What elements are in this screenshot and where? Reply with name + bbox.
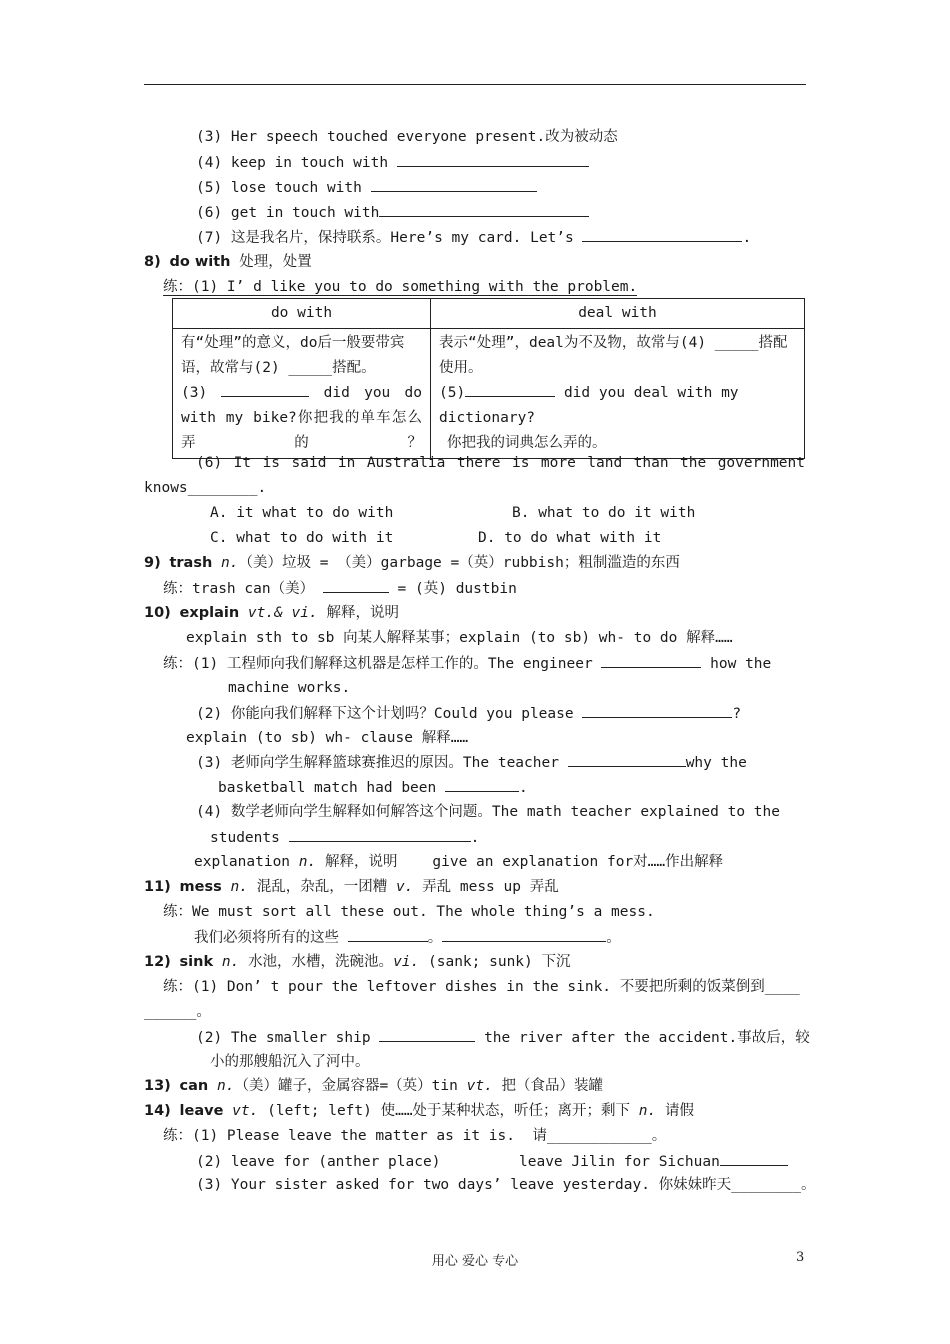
explain-ex-3: (3) 老师向学生解释篮球赛推迟的原因。The teacher why the xyxy=(196,752,747,773)
answer-blank[interactable] xyxy=(289,827,471,842)
answer-blank[interactable] xyxy=(601,653,701,668)
section-8-example: 练：(1) I’ d like you to do something with the problem. xyxy=(163,279,638,295)
leave-ex-1: 练：(1) Please leave the matter as it is. 请____________。 xyxy=(163,1128,667,1144)
page-number: 3 xyxy=(796,1250,805,1265)
item-3-passive: (3) Her speech touched everyone present.改为被动态 xyxy=(196,129,618,145)
section-9-example: 练：trash can（美） = (英) dustbin xyxy=(163,578,517,599)
do-with-example: (3) did you do with my bike?你把我的单车怎么弄的？ xyxy=(181,381,422,456)
option-a: A. it what to do with xyxy=(210,505,394,521)
section-10-heading: 10) explain vt.& vi. 解释，说明 xyxy=(144,605,399,621)
table-cell-do-with xyxy=(173,329,431,459)
do-with-note: 有“处理”的意义，do后一般要带宾语，故常与(2) _____搭配。 xyxy=(181,335,405,376)
answer-blank[interactable] xyxy=(568,752,686,767)
explain-usage-1: explain sth to sb 向某人解释某事；explain (to sb) wh- to do 解释…… xyxy=(186,630,733,646)
option-c: C. what to do with it xyxy=(210,530,394,546)
section-8-heading: 8) do with 处理，处置 xyxy=(144,254,312,270)
explain-ex-3-cont: basketball match had been . xyxy=(218,777,528,798)
answer-blank[interactable] xyxy=(379,1027,475,1042)
answer-blank[interactable] xyxy=(348,927,428,942)
option-b: B. what to do it with xyxy=(512,505,696,521)
answer-blank[interactable] xyxy=(582,703,732,718)
answer-blank[interactable] xyxy=(445,777,519,792)
deal-with-translation: 你把我的词典怎么弄的。 xyxy=(447,435,607,451)
item-4-keep-in-touch: (4) keep in touch with xyxy=(196,152,589,173)
leave-ex-3: (3) Your sister asked for two days’ leave yesterday. 你妹妹昨天________。 xyxy=(196,1177,816,1193)
answer-blank[interactable] xyxy=(379,202,589,217)
header-rule xyxy=(144,84,806,85)
explain-ex-1: 练：(1) 工程师向我们解释这机器是怎样工作的。The engineer how the xyxy=(163,653,771,674)
item-6-get-in-touch: (6) get in touch with xyxy=(196,202,589,223)
deal-with-example: (5) did you deal with my dictionary? xyxy=(439,381,796,431)
option-d: D. to do what with it xyxy=(478,530,662,546)
page-footer: 用心 爱心 专心 xyxy=(431,1254,519,1269)
table-header-deal-with: deal with xyxy=(431,299,805,329)
answer-blank[interactable] xyxy=(221,382,309,397)
leave-ex-2: (2) leave for (anther place) leave Jilin for Sichuan xyxy=(196,1151,788,1172)
item-7-card: (7) 这是我名片，保持联系。Here’s my card. Let’s . xyxy=(196,227,751,248)
table-cell-deal-with xyxy=(431,329,805,459)
answer-blank[interactable] xyxy=(582,227,742,242)
item-5-lose-touch: (5) lose touch with xyxy=(196,177,537,198)
explanation-noun: explanation n. 解释，说明 give an explanation for对……作出解释 xyxy=(194,854,724,870)
section-12-heading: 12) sink n. 水池，水槽，洗碗池。vi. (sank; sunk) 下沉 xyxy=(144,954,571,970)
explain-ex-1-cont: machine works. xyxy=(228,680,351,696)
explain-ex-4: (4) 数学老师向学生解释如何解答这个问题。The math teacher explained to the xyxy=(196,804,780,820)
sink-ex-2-cont: 小的那艘船沉入了河中。 xyxy=(210,1054,370,1070)
deal-with-note: 表示“处理”，deal为不及物，故常与(4) _____搭配使用。 xyxy=(439,335,788,376)
answer-blank[interactable] xyxy=(720,1151,788,1166)
answer-blank[interactable] xyxy=(371,177,537,192)
explain-ex-4-cont: students . xyxy=(210,827,479,848)
section-14-heading: 14) leave vt. (left; left) 使……处于某种状态，听任；离开；剩下 n. 请假 xyxy=(144,1103,694,1119)
answer-blank[interactable] xyxy=(397,152,589,167)
table-header-do-with: do with xyxy=(173,299,431,329)
section-9-heading: 9) trash n.（美）垃圾 = （美）garbage =（英）rubbish；粗制滥造的东西 xyxy=(144,555,680,571)
answer-blank[interactable] xyxy=(323,578,389,593)
item-6-question: (6) It is said in Australia there is more land than the government xyxy=(196,455,805,471)
answer-blank[interactable] xyxy=(442,927,606,942)
sink-ex-2: (2) The smaller ship the river after the accident.事故后，较 xyxy=(196,1027,810,1048)
section-13-heading: 13) can n.（美）罐子，金属容器=（英）tin vt. 把（食品）装罐 xyxy=(144,1078,604,1094)
section-11-heading: 11) mess n. 混乱，杂乱，一团糟 v. 弄乱 mess up 弄乱 xyxy=(144,879,559,895)
sink-ex-1-cont: ______。 xyxy=(144,1004,211,1020)
answer-blank[interactable] xyxy=(465,382,555,397)
section-11-translation: 我们必须将所有的这些 。 。 xyxy=(194,927,621,948)
explain-ex-2: (2) 你能向我们解释下这个计划吗？Could you please ? xyxy=(196,703,741,724)
item-6-question-cont: knows________. xyxy=(144,480,267,496)
sink-ex-1: 练：(1) Don’ t pour the leftover dishes in the sink. 不要把所剩的饭菜倒到____ xyxy=(163,979,800,995)
section-11-example: 练：We must sort all these out. The whole thing’s a mess. xyxy=(163,904,655,920)
explain-usage-2: explain (to sb) wh- clause 解释…… xyxy=(186,730,469,746)
comparison-table xyxy=(172,298,805,459)
